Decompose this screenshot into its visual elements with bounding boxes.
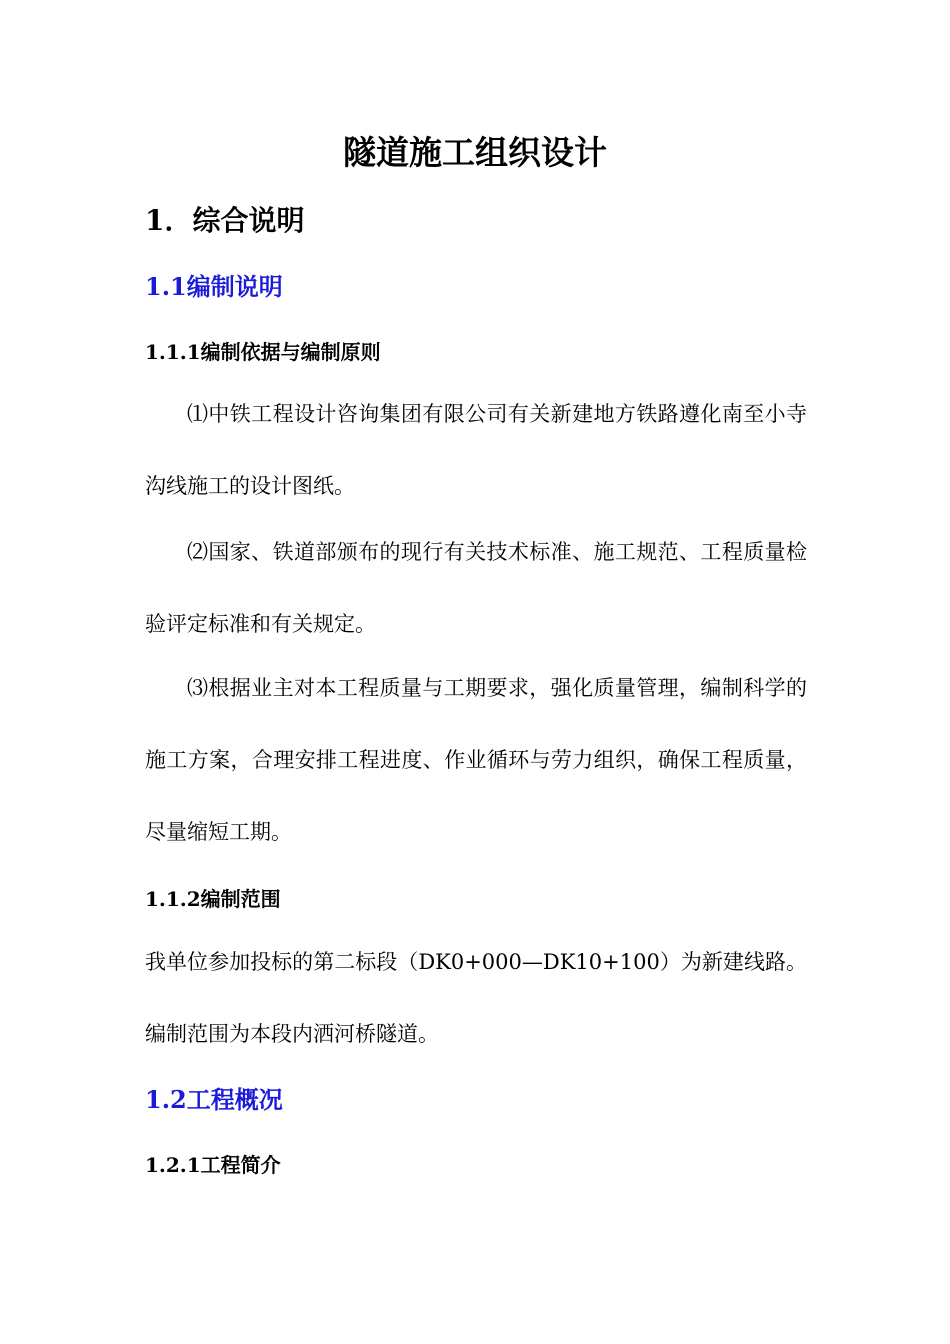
basis-item-3: ⑶根据业主对本工程质量与工期要求，强化质量管理，编制科学的施工方案，合理安排工程进度、作业循环与劳力组织，确保工程质量，尽量缩短工期。: [145, 676, 807, 844]
basis-item-1: ⑴中铁工程设计咨询集团有限公司有关新建地方铁路遵化南至小寺沟线施工的设计图纸。: [145, 402, 807, 498]
section-heading-1-2: 1.2工程概况: [145, 1085, 283, 1114]
document-title: 隧道施工组织设计: [343, 133, 607, 172]
section-heading-1-1-1: 1.1.1编制依据与编制原则: [145, 340, 381, 364]
section-heading-1-1-2: 1.1.2编制范围: [145, 887, 281, 911]
basis-item-2: ⑵国家、铁道部颁布的现行有关技术标准、施工规范、工程质量检验评定标准和有关规定。: [145, 540, 807, 636]
section-heading-1: 1．综合说明: [145, 204, 305, 237]
scope-paragraph: 我单位参加投标的第二标段（DK0+000—DK10+100）为新建线路。编制范围为本段内洒河桥隧道。: [145, 950, 807, 1046]
section-heading-1-1: 1.1编制说明: [145, 272, 283, 301]
section-heading-1-2-1: 1.2.1工程简介: [145, 1153, 281, 1177]
